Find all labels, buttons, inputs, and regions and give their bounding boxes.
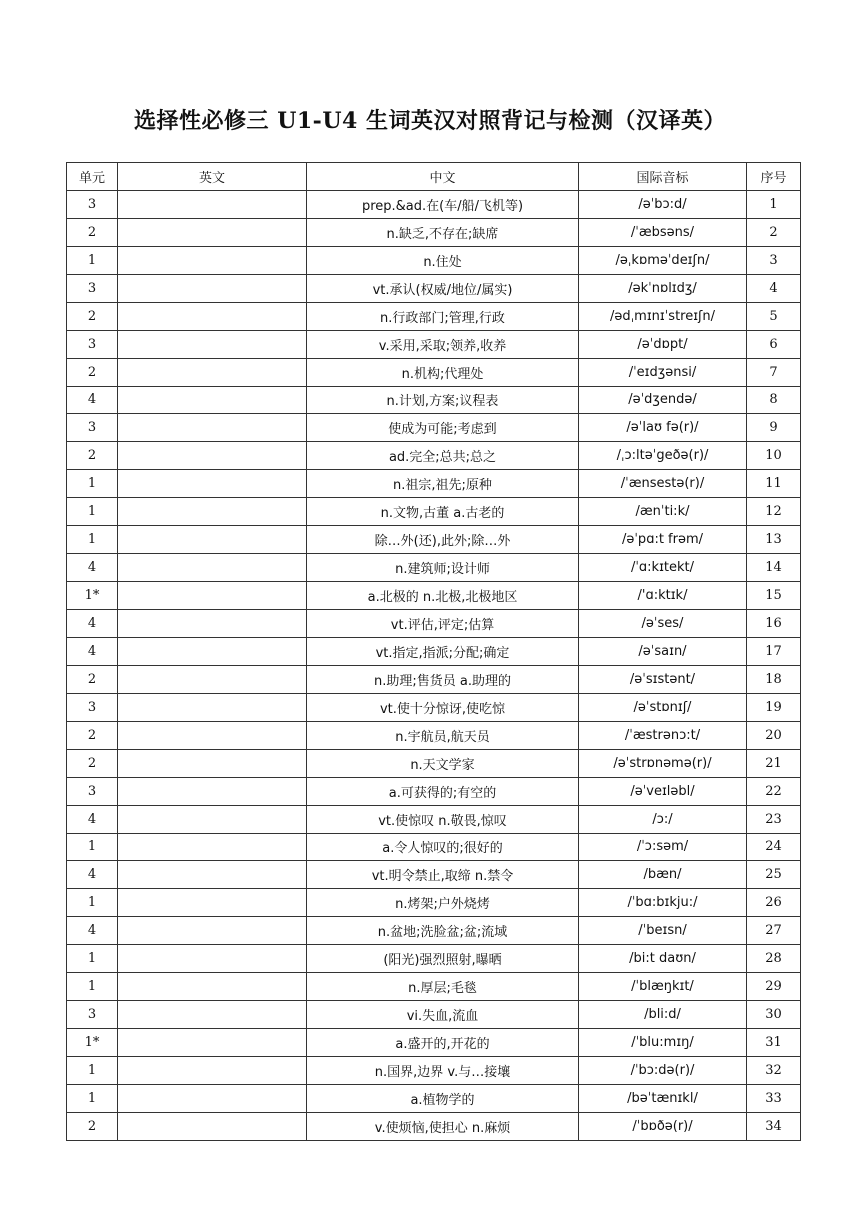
cell-number: 31	[747, 1029, 801, 1057]
cell-english-answer[interactable]	[118, 526, 307, 554]
table-header-row	[67, 163, 801, 191]
cell-english-answer[interactable]	[118, 218, 307, 246]
cell-english-answer[interactable]	[118, 721, 307, 749]
cell-number: 14	[747, 554, 801, 582]
cell-number: 12	[747, 498, 801, 526]
cell-ipa: /əˈstɒnɪʃ/	[579, 693, 747, 721]
cell-number: 10	[747, 442, 801, 470]
table-row	[67, 1057, 801, 1085]
cell-chinese: n.盆地;洗脸盆;盆;流域	[307, 917, 579, 945]
header-english: 英文	[118, 163, 307, 191]
cell-number: 20	[747, 721, 801, 749]
cell-chinese: v.采用,采取;领养,收养	[307, 330, 579, 358]
cell-number: 9	[747, 414, 801, 442]
cell-english-answer[interactable]	[118, 190, 307, 218]
table-row	[67, 610, 801, 638]
table-row	[67, 833, 801, 861]
cell-chinese: n.天文学家	[307, 749, 579, 777]
cell-english-answer[interactable]	[118, 777, 307, 805]
cell-english-answer[interactable]	[118, 554, 307, 582]
table-row	[67, 945, 801, 973]
cell-ipa: /ˈɑ:kɪtekt/	[579, 554, 747, 582]
cell-unit: 3	[67, 1001, 118, 1029]
table-row	[67, 1084, 801, 1112]
cell-unit: 1	[67, 1057, 118, 1085]
cell-english-answer[interactable]	[118, 470, 307, 498]
cell-ipa: /ədˌmɪnɪˈstreɪʃn/	[579, 302, 747, 330]
vocab-table	[66, 162, 801, 1141]
cell-ipa: /'ɑ:ktɪk/	[579, 582, 747, 610]
table-row	[67, 274, 801, 302]
cell-ipa: /əˌkɒməˈdeɪʃn/	[579, 246, 747, 274]
cell-unit: 1	[67, 1084, 118, 1112]
cell-unit: 2	[67, 665, 118, 693]
cell-ipa: /əˈsaɪn/	[579, 637, 747, 665]
cell-chinese: n.住处	[307, 246, 579, 274]
cell-chinese: vt.明令禁止,取缔 n.禁令	[307, 861, 579, 889]
cell-unit: 2	[67, 442, 118, 470]
cell-number: 2	[747, 218, 801, 246]
cell-ipa: /ˈæbsəns/	[579, 218, 747, 246]
cell-unit: 2	[67, 302, 118, 330]
cell-chinese: n.行政部门;管理,行政	[307, 302, 579, 330]
cell-ipa: /əˈsɪstənt/	[579, 665, 747, 693]
cell-unit: 3	[67, 274, 118, 302]
cell-chinese: vi.失血,流血	[307, 1001, 579, 1029]
cell-ipa: /əˈbɔ:d/	[579, 190, 747, 218]
cell-unit: 1*	[67, 582, 118, 610]
cell-number: 22	[747, 777, 801, 805]
cell-english-answer[interactable]	[118, 1057, 307, 1085]
cell-unit: 3	[67, 190, 118, 218]
cell-unit: 1	[67, 833, 118, 861]
cell-unit: 3	[67, 777, 118, 805]
cell-chinese: prep.&ad.在(车/船/飞机等)	[307, 190, 579, 218]
cell-ipa: /bi:t daʊn/	[579, 945, 747, 973]
cell-unit: 4	[67, 637, 118, 665]
cell-number: 33	[747, 1084, 801, 1112]
cell-ipa: /bli:d/	[579, 1001, 747, 1029]
cell-ipa: /əˈlaʊ fə(r)/	[579, 414, 747, 442]
cell-english-answer[interactable]	[118, 414, 307, 442]
cell-chinese: a.盛开的,开花的	[307, 1029, 579, 1057]
cell-number: 21	[747, 749, 801, 777]
cell-chinese: ad.完全;总共;总之	[307, 442, 579, 470]
cell-number: 27	[747, 917, 801, 945]
cell-chinese: a.北极的 n.北极,北极地区	[307, 582, 579, 610]
cell-ipa: /ˈænsestə(r)/	[579, 470, 747, 498]
cell-number: 8	[747, 386, 801, 414]
cell-number: 18	[747, 665, 801, 693]
cell-number: 26	[747, 889, 801, 917]
cell-english-answer[interactable]	[118, 386, 307, 414]
cell-english-answer[interactable]	[118, 582, 307, 610]
table-row	[67, 861, 801, 889]
cell-chinese: n.建筑师;设计师	[307, 554, 579, 582]
cell-number: 11	[747, 470, 801, 498]
cell-chinese: a.植物学的	[307, 1084, 579, 1112]
cell-unit: 3	[67, 693, 118, 721]
cell-ipa: /ˈbɑ:bɪkju:/	[579, 889, 747, 917]
cell-unit: 4	[67, 861, 118, 889]
cell-ipa: /bæn/	[579, 861, 747, 889]
cell-chinese: n.缺乏,不存在;缺席	[307, 218, 579, 246]
cell-number: 3	[747, 246, 801, 274]
cell-unit: 1	[67, 470, 118, 498]
cell-ipa: /bəˈtænɪkl/	[579, 1084, 747, 1112]
cell-chinese: n.厚层;毛毯	[307, 973, 579, 1001]
cell-unit: 3	[67, 414, 118, 442]
table-row	[67, 1029, 801, 1057]
cell-english-answer[interactable]	[118, 805, 307, 833]
table-row	[67, 526, 801, 554]
table-row	[67, 246, 801, 274]
cell-ipa: /ˈeɪdʒənsi/	[579, 358, 747, 386]
table-row	[67, 414, 801, 442]
cell-ipa: /ˈbeɪsn/	[579, 917, 747, 945]
cell-english-answer[interactable]	[118, 1029, 307, 1057]
cell-english-answer[interactable]	[118, 610, 307, 638]
cell-english-answer[interactable]	[118, 498, 307, 526]
cell-english-answer[interactable]	[118, 302, 307, 330]
cell-number: 5	[747, 302, 801, 330]
cell-unit: 1	[67, 889, 118, 917]
cell-english-answer[interactable]	[118, 274, 307, 302]
header-unit: 单元	[67, 163, 118, 191]
table-row	[67, 302, 801, 330]
cell-unit: 2	[67, 749, 118, 777]
cell-unit: 4	[67, 805, 118, 833]
cell-number: 7	[747, 358, 801, 386]
cell-unit: 4	[67, 554, 118, 582]
cell-ipa: /əˈdʒendə/	[579, 386, 747, 414]
cell-english-answer[interactable]	[118, 330, 307, 358]
cell-unit: 1	[67, 945, 118, 973]
cell-ipa: /əˈses/	[579, 610, 747, 638]
cell-english-answer[interactable]	[118, 833, 307, 861]
cell-unit: 4	[67, 610, 118, 638]
table-body	[67, 190, 801, 1140]
table-row	[67, 805, 801, 833]
cell-unit: 2	[67, 358, 118, 386]
table-row	[67, 637, 801, 665]
table-row	[67, 218, 801, 246]
table-row	[67, 554, 801, 582]
header-ipa: 国际音标	[579, 163, 747, 191]
cell-english-answer[interactable]	[118, 1112, 307, 1140]
cell-chinese: v.使烦恼,使担心 n.麻烦	[307, 1112, 579, 1140]
cell-chinese: n.助理;售货员 a.助理的	[307, 665, 579, 693]
cell-chinese: vt.承认(权威/地位/属实)	[307, 274, 579, 302]
table-row	[67, 470, 801, 498]
header-number: 序号	[747, 163, 801, 191]
cell-chinese: n.祖宗,祖先;原种	[307, 470, 579, 498]
cell-ipa: /ˌɔ:ltəˈgeðə(r)/	[579, 442, 747, 470]
table-row	[67, 693, 801, 721]
table-row	[67, 665, 801, 693]
cell-chinese: 除…外(还),此外;除…外	[307, 526, 579, 554]
cell-unit: 1	[67, 526, 118, 554]
cell-english-answer[interactable]	[118, 1001, 307, 1029]
cell-english-answer[interactable]	[118, 637, 307, 665]
cell-chinese: 使成为可能;考虑到	[307, 414, 579, 442]
cell-chinese: n.机构;代理处	[307, 358, 579, 386]
cell-unit: 2	[67, 721, 118, 749]
cell-ipa: /ɔ:/	[579, 805, 747, 833]
table-row	[67, 917, 801, 945]
cell-unit: 4	[67, 917, 118, 945]
cell-number: 30	[747, 1001, 801, 1029]
cell-english-answer[interactable]	[118, 693, 307, 721]
cell-ipa: /əˈpɑ:t frəm/	[579, 526, 747, 554]
cell-chinese: vt.评估,评定;估算	[307, 610, 579, 638]
cell-chinese: a.令人惊叹的;很好的	[307, 833, 579, 861]
cell-english-answer[interactable]	[118, 889, 307, 917]
cell-number: 17	[747, 637, 801, 665]
cell-english-answer[interactable]	[118, 665, 307, 693]
table-row	[67, 749, 801, 777]
cell-english-answer[interactable]	[118, 917, 307, 945]
cell-english-answer[interactable]	[118, 861, 307, 889]
cell-chinese: n.宇航员,航天员	[307, 721, 579, 749]
cell-chinese: (阳光)强烈照射,曝晒	[307, 945, 579, 973]
cell-number: 29	[747, 973, 801, 1001]
cell-chinese: vt.使惊叹 n.敬畏,惊叹	[307, 805, 579, 833]
cell-number: 15	[747, 582, 801, 610]
cell-unit: 1	[67, 973, 118, 1001]
table-row	[67, 386, 801, 414]
table-row	[67, 582, 801, 610]
cell-unit: 1	[67, 246, 118, 274]
cell-english-answer[interactable]	[118, 945, 307, 973]
cell-chinese: n.计划,方案;议程表	[307, 386, 579, 414]
cell-number: 19	[747, 693, 801, 721]
cell-unit: 3	[67, 330, 118, 358]
header-chinese: 中文	[307, 163, 579, 191]
cell-ipa: /ˈblu:mɪŋ/	[579, 1029, 747, 1057]
table-row	[67, 973, 801, 1001]
cell-english-answer[interactable]	[118, 749, 307, 777]
cell-chinese: a.可获得的;有空的	[307, 777, 579, 805]
cell-number: 24	[747, 833, 801, 861]
table-row	[67, 442, 801, 470]
cell-number: 1	[747, 190, 801, 218]
cell-number: 6	[747, 330, 801, 358]
cell-ipa: /əˈdɒpt/	[579, 330, 747, 358]
cell-english-answer[interactable]	[118, 246, 307, 274]
cell-english-answer[interactable]	[118, 358, 307, 386]
table-row	[67, 1001, 801, 1029]
cell-number: 32	[747, 1057, 801, 1085]
cell-ipa: /ˈæstrənɔ:t/	[579, 721, 747, 749]
table-row	[67, 889, 801, 917]
cell-unit: 2	[67, 218, 118, 246]
cell-unit: 1	[67, 498, 118, 526]
cell-unit: 4	[67, 386, 118, 414]
cell-number: 34	[747, 1112, 801, 1140]
cell-chinese: n.烤架;户外烧烤	[307, 889, 579, 917]
cell-number: 4	[747, 274, 801, 302]
cell-ipa: /əˈveɪləbl/	[579, 777, 747, 805]
cell-number: 23	[747, 805, 801, 833]
cell-ipa: /əkˈnɒlɪdʒ/	[579, 274, 747, 302]
table-row	[67, 190, 801, 218]
cell-chinese: vt.指定,指派;分配;确定	[307, 637, 579, 665]
cell-chinese: n.文物,古董 a.古老的	[307, 498, 579, 526]
page-title: 选择性必修三 U1-U4 生词英汉对照背记与检测（汉译英）	[134, 108, 726, 134]
cell-ipa: /ænˈti:k/	[579, 498, 747, 526]
table-row	[67, 498, 801, 526]
cell-number: 16	[747, 610, 801, 638]
cell-ipa: /ˈbɔ:də(r)/	[579, 1057, 747, 1085]
cell-english-answer[interactable]	[118, 973, 307, 1001]
cell-ipa: /əˈstrɒnəmə(r)/	[579, 749, 747, 777]
cell-unit: 2	[67, 1112, 118, 1140]
cell-english-answer[interactable]	[118, 442, 307, 470]
cell-ipa: /ˈɔ:səm/	[579, 833, 747, 861]
table-row	[67, 721, 801, 749]
cell-chinese: vt.使十分惊讶,使吃惊	[307, 693, 579, 721]
cell-number: 28	[747, 945, 801, 973]
cell-ipa: /ˈbɒðə(r)/	[579, 1112, 747, 1140]
table-row	[67, 777, 801, 805]
table-row	[67, 358, 801, 386]
cell-english-answer[interactable]	[118, 1084, 307, 1112]
cell-unit: 1*	[67, 1029, 118, 1057]
cell-ipa: /ˈblæŋkɪt/	[579, 973, 747, 1001]
cell-chinese: n.国界,边界 v.与…接壤	[307, 1057, 579, 1085]
table-row	[67, 330, 801, 358]
cell-number: 25	[747, 861, 801, 889]
table-row	[67, 1112, 801, 1140]
cell-number: 13	[747, 526, 801, 554]
